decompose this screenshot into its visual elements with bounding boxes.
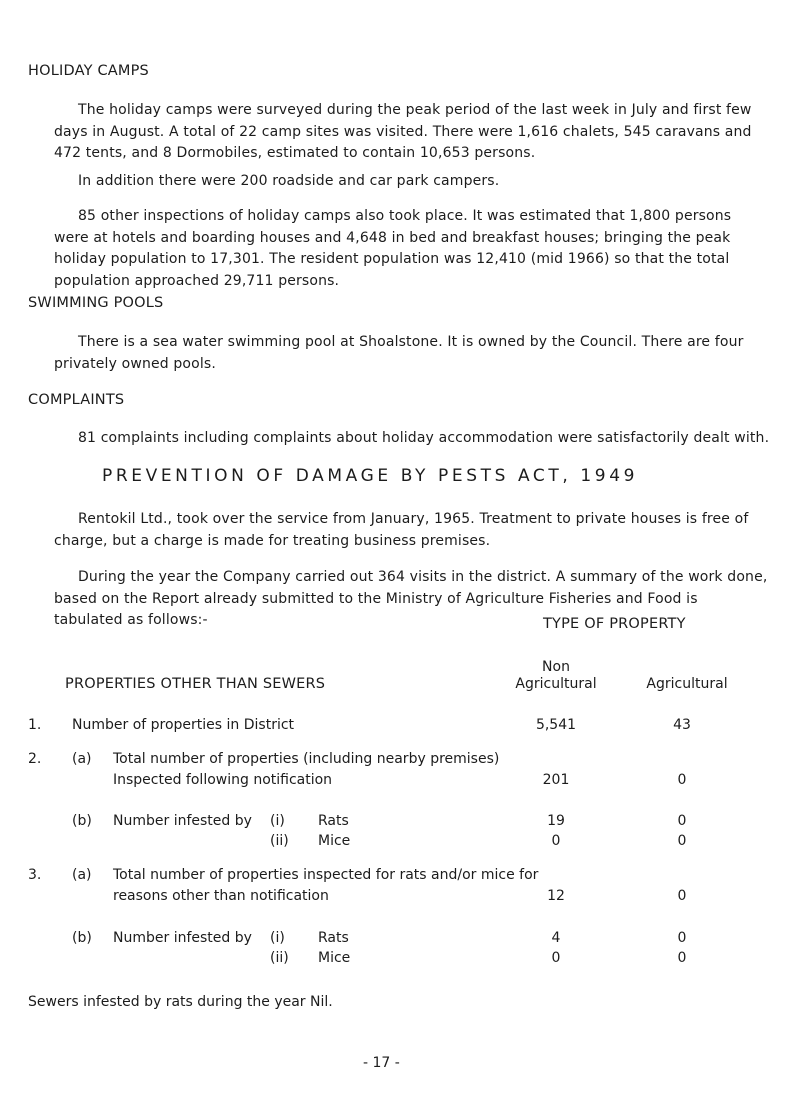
cell-non-agricultural: 19 (547, 813, 565, 829)
sub-sub-mark: (i) (270, 930, 285, 946)
paragraph-text: During the year the Company carried out 364 visits in the district. A summary of the work done, based on the Report already submitted to the Ministry of Agriculture Fisheries and Food is tabulated as follows:- (54, 569, 768, 628)
cell-agricultural: 0 (677, 950, 687, 966)
cell-non-agricultural: 201 (542, 772, 570, 788)
sub-sub-mark: (ii) (270, 950, 289, 966)
paragraph-text: 85 other inspections of holiday camps also took place. It was estimated that 1,800 persons were at hotels and boarding houses and 4,648 in bed and breakfast houses; bringing the peak holiday population to 17,301. The resident population was 12,410 (mid 1966) so that the total population approached 29,711 persons. (54, 208, 732, 289)
heading-prevention-act: PREVENTION OF DAMAGE BY PESTS ACT, 1949 (102, 466, 639, 486)
row-label: Number of properties in District (72, 717, 295, 733)
paragraph-text: 81 complaints including complaints about holiday accommodation were satisfactorily dealt with. (78, 430, 770, 446)
row-number: 1. (28, 717, 42, 733)
paragraph-holiday-camps-2 (54, 171, 770, 193)
paragraph-text: In addition there were 200 roadside and car park campers. (78, 173, 500, 189)
col-header-non-agricultural-line2: Agricultural (515, 676, 597, 692)
cell-agricultural: 0 (677, 930, 687, 946)
row-label-line1: Total number of properties inspected for rats and/or mice for (113, 867, 539, 883)
paragraph-holiday-camps-3 (54, 206, 770, 292)
row-number: 3. (28, 867, 42, 883)
row-label: Mice (318, 950, 351, 966)
row-label: Number infested by (113, 930, 252, 946)
type-of-property-heading: TYPE OF PROPERTY (543, 616, 686, 632)
cell-agricultural: 0 (677, 813, 687, 829)
row-label-line2: reasons other than notification (113, 888, 329, 904)
row-label: Rats (318, 930, 349, 946)
sub-row-mark: (a) (72, 867, 92, 883)
sub-row-mark: (b) (72, 930, 92, 946)
cell-non-agricultural: 12 (547, 888, 565, 904)
heading-swimming-pools: SWIMMING POOLS (28, 295, 164, 311)
row-label-line1: Total number of properties (including nearby premises) (113, 751, 500, 767)
row-label-line2: Inspected following notification (113, 772, 333, 788)
col-header-non-agricultural-line1: Non (542, 659, 570, 675)
paragraph-text: There is a sea water swimming pool at Shoalstone. It is owned by the Council. There are four privately owned pools. (54, 334, 744, 372)
sub-sub-mark: (i) (270, 813, 285, 829)
paragraph-text: Rentokil Ltd., took over the service from January, 1965. Treatment to private houses is free of charge, but a charge is made for treating business premises. (54, 511, 749, 549)
col-header-agricultural: Agricultural (646, 676, 728, 692)
paragraph-text: The holiday camps were surveyed during the peak period of the last week in July and first few days in August. A total of 22 camp sites was visited. There were 1,616 chalets, 545 caravans and 472 tents, and 8 Dormobiles, estimated to contain 10,653 persons. (54, 102, 752, 161)
row-label: Rats (318, 813, 349, 829)
page-number: - 17 - (363, 1055, 400, 1071)
heading-complaints: COMPLAINTS (28, 392, 125, 408)
cell-non-agricultural: 0 (551, 833, 561, 849)
cell-agricultural: 0 (677, 833, 687, 849)
cell-agricultural: 0 (677, 888, 687, 904)
sub-row-mark: (a) (72, 751, 92, 767)
sub-row-mark: (b) (72, 813, 92, 829)
properties-other-than-sewers-heading: PROPERTIES OTHER THAN SEWERS (65, 676, 326, 692)
sewers-note: Sewers infested by rats during the year Nil. (28, 994, 333, 1010)
sub-sub-mark: (ii) (270, 833, 289, 849)
paragraph-holiday-camps-1 (54, 100, 770, 165)
paragraph-complaints (54, 428, 770, 450)
row-number: 2. (28, 751, 42, 767)
cell-agricultural: 0 (677, 772, 687, 788)
paragraph-swimming-pools (54, 332, 770, 375)
cell-non-agricultural: 4 (551, 930, 561, 946)
cell-non-agricultural: 0 (551, 950, 561, 966)
paragraph-prevention-1 (54, 509, 770, 552)
cell-agricultural: 43 (673, 717, 691, 733)
heading-holiday-camps: HOLIDAY CAMPS (28, 63, 149, 79)
cell-non-agricultural: 5,541 (535, 717, 577, 733)
row-label: Number infested by (113, 813, 252, 829)
row-label: Mice (318, 833, 351, 849)
